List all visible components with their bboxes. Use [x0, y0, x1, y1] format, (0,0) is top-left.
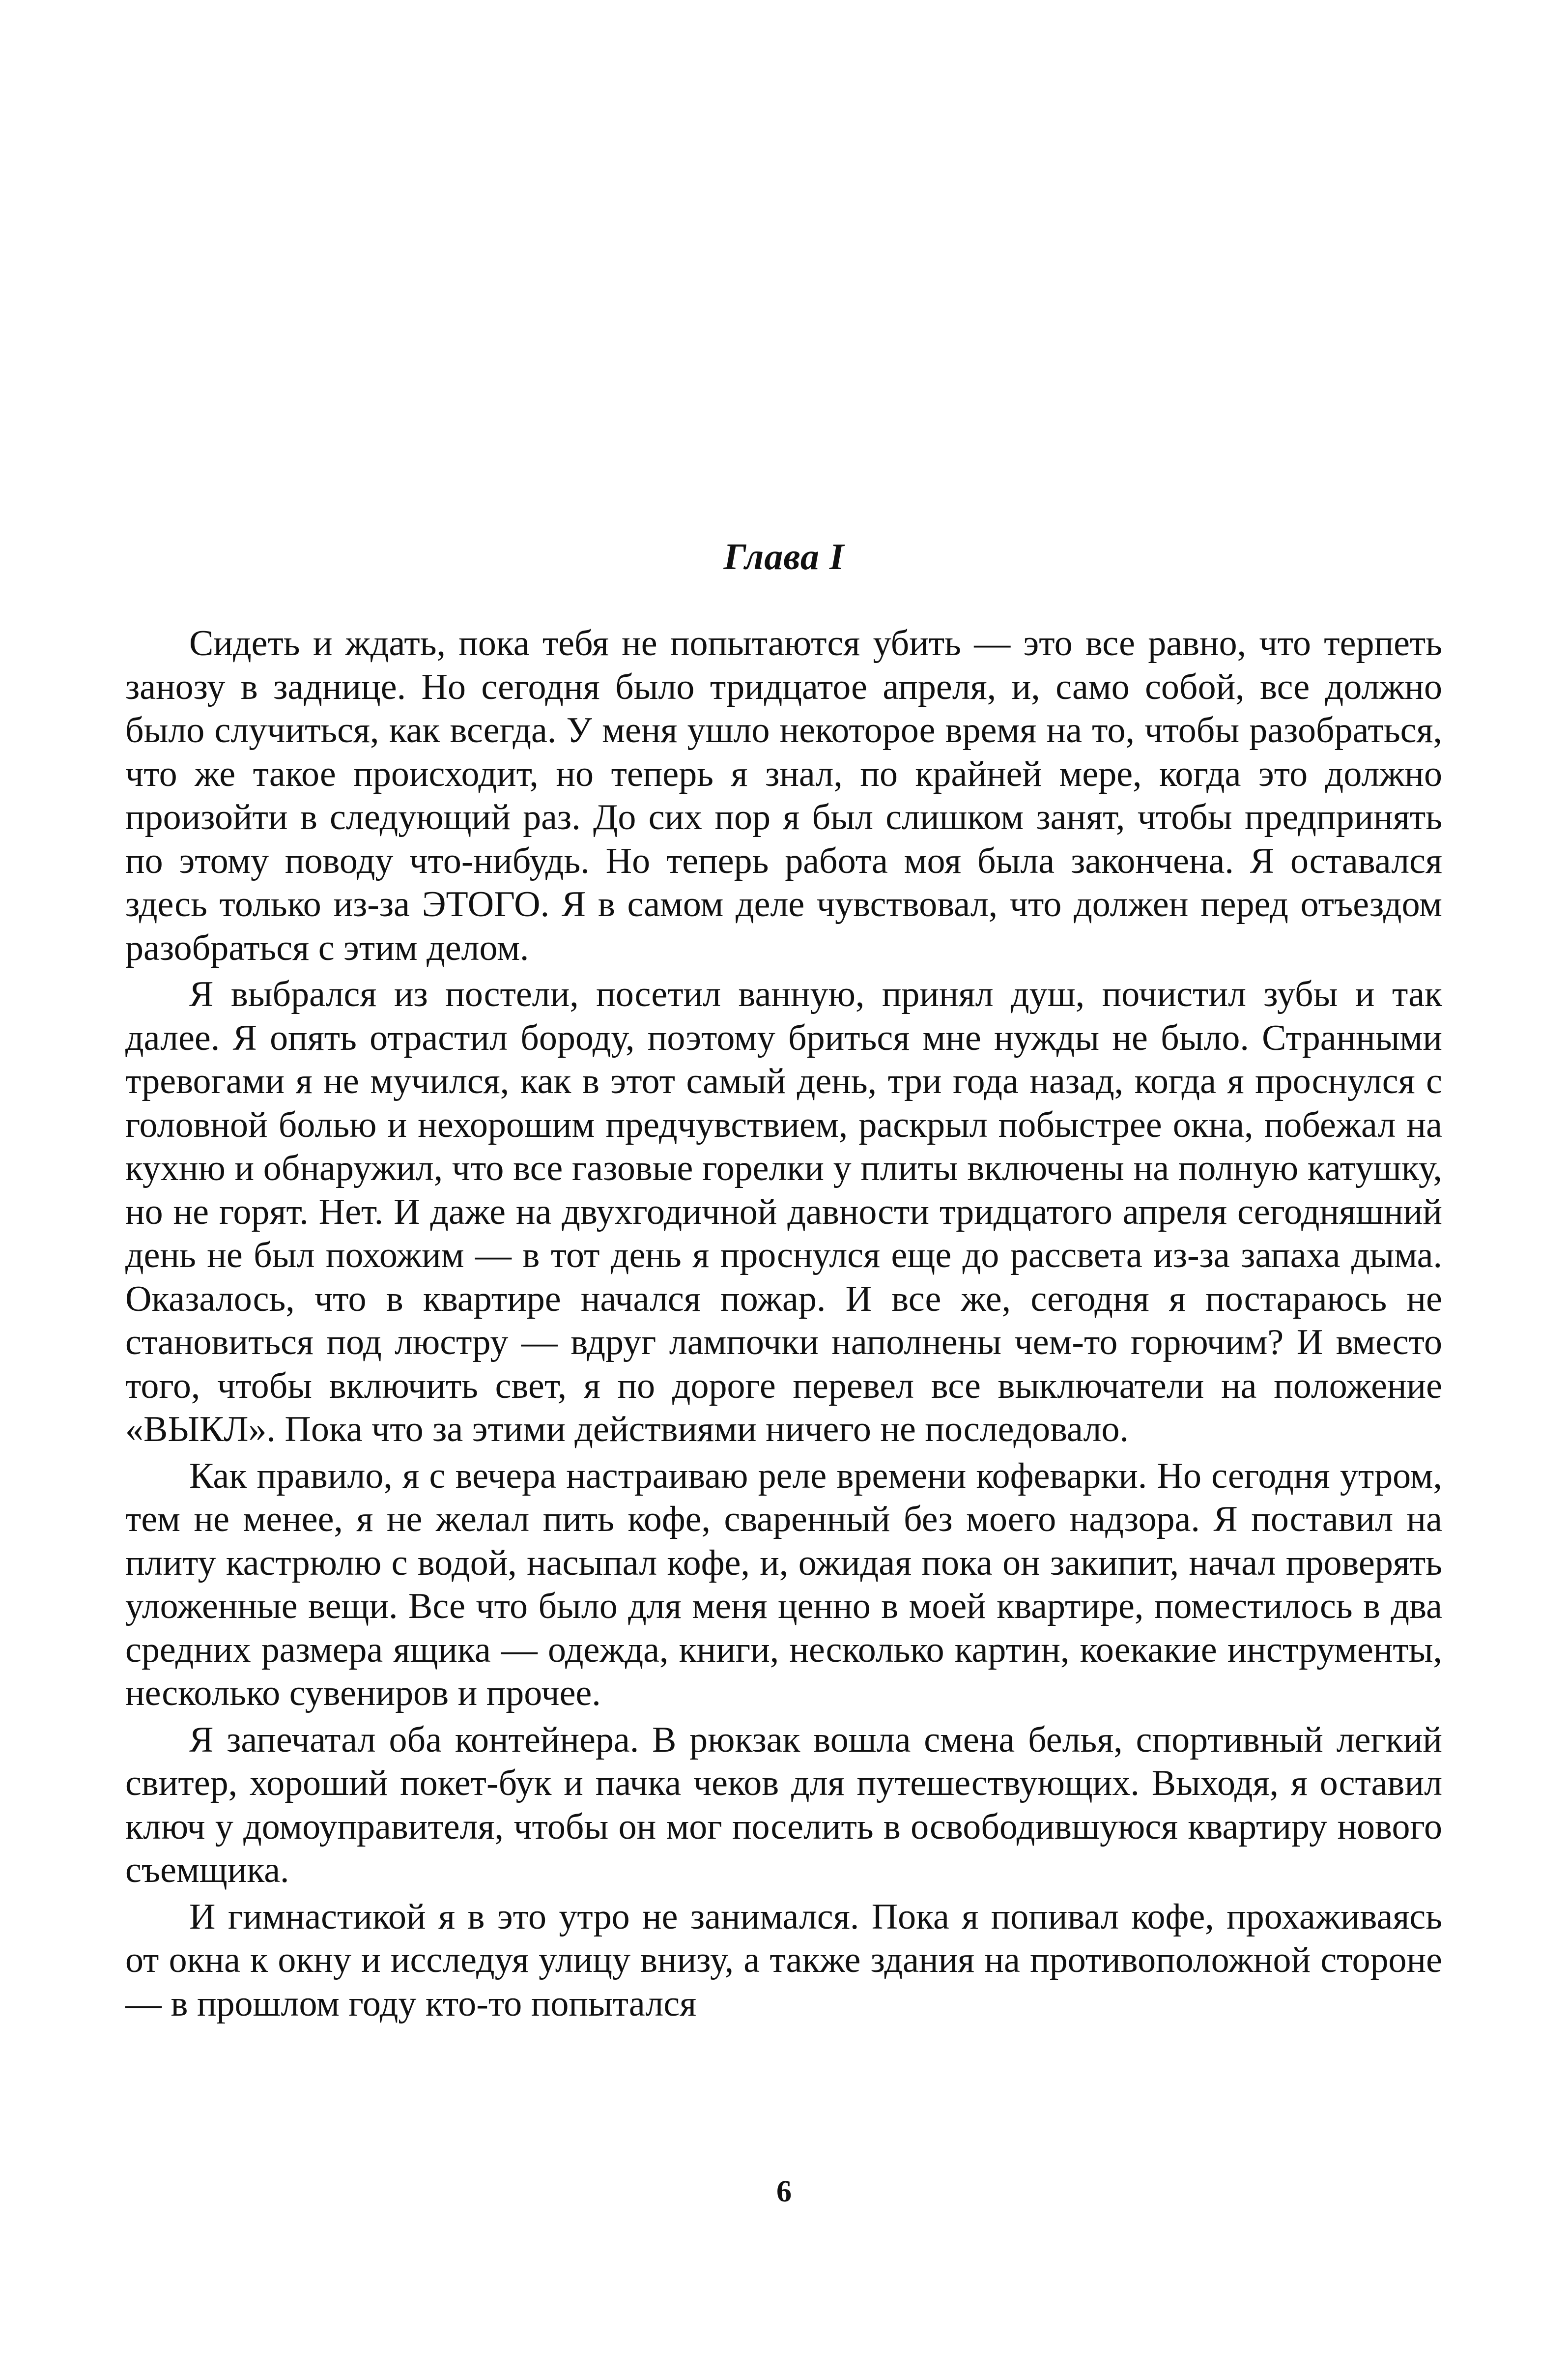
paragraph: Я выбрался из постели, посетил ванную, принял душ, почистил зубы и так далее. Я опять отрастил бороду, поэтому бриться мне нужды не было. Странными тревогами я не мучился, как в этот самый день, три года назад, когда я проснулся с головной болью и нехорошим предчувствием, раскрыл побыстрее окна, побежал на кухню и обнаружил, что все газовые горелки у плиты включены на полную катушку, но не горят. Нет. И даже на двухгодичной давности тридцатого апреля сегодняшний день не был похожим — в тот день я проснулся еще до рассвета из-за запаха дыма. Оказалось, что в квартире начался пожар. И все же, сегодня я постараюсь не становиться под люстру — вдруг лампочки наполнены чем-то горючим? И вместо того, чтобы включить свет, я по дороге перевел все выключатели на положение «ВЫКЛ». Пока что за этими действиями ничего не последовало.	[125, 974, 1442, 1449]
paragraph: Сидеть и ждать, пока тебя не попытаются убить — это все равно, что терпеть занозу в заднице. Но сегодня было тридцатое апреля, и, само собой, все должно было случиться, как всегда. У меня ушло некоторое время на то, чтобы разобраться, что же такое происходит, но теперь я знал, по крайней мере, когда это должно произойти в следующий раз. До сих пор я был слишком занят, чтобы предпринять по этому поводу что-нибудь. Но теперь работа моя была закончена. Я оставался здесь только из-за ЭТОГО. Я в самом деле чувствовал, что должен перед отъездом разобраться с этим делом.	[125, 623, 1442, 968]
page-number: 6	[776, 2175, 792, 2208]
chapter-title: Глава I	[723, 536, 845, 578]
paragraph: И гимнастикой я в это утро не занимался. Пока я попивал кофе, прохаживаясь от окна к окну и исследуя улицу внизу, а также здания на противоположной стороне — в прошлом году кто-то попытался	[125, 1896, 1442, 2024]
paragraph: Я запечатал оба контейнера. В рюкзак вошла смена белья, спортивный легкий свитер, хороший покет-бук и пачка чеков для путешествующих. Выходя, я оставил ключ у домоуправителя, чтобы он мог поселить в освободившуюся квартиру нового съемщика.	[125, 1719, 1442, 1890]
chapter-body	[125, 622, 1442, 2025]
paragraph: Как правило, я с вечера настраиваю реле времени кофеварки. Но сегодня утром, тем не менее, я не желал пить кофе, сваренный без моего надзора. Я поставил на плиту кастрюлю с водой, насыпал кофе, и, ожидая пока он закипит, начал проверять уложенные вещи. Все что было для меня ценно в моей квартире, поместилось в два средних размера ящика — одежда, книги, несколько картин, коекакие инструменты, несколько сувениров и прочее.	[125, 1455, 1442, 1713]
